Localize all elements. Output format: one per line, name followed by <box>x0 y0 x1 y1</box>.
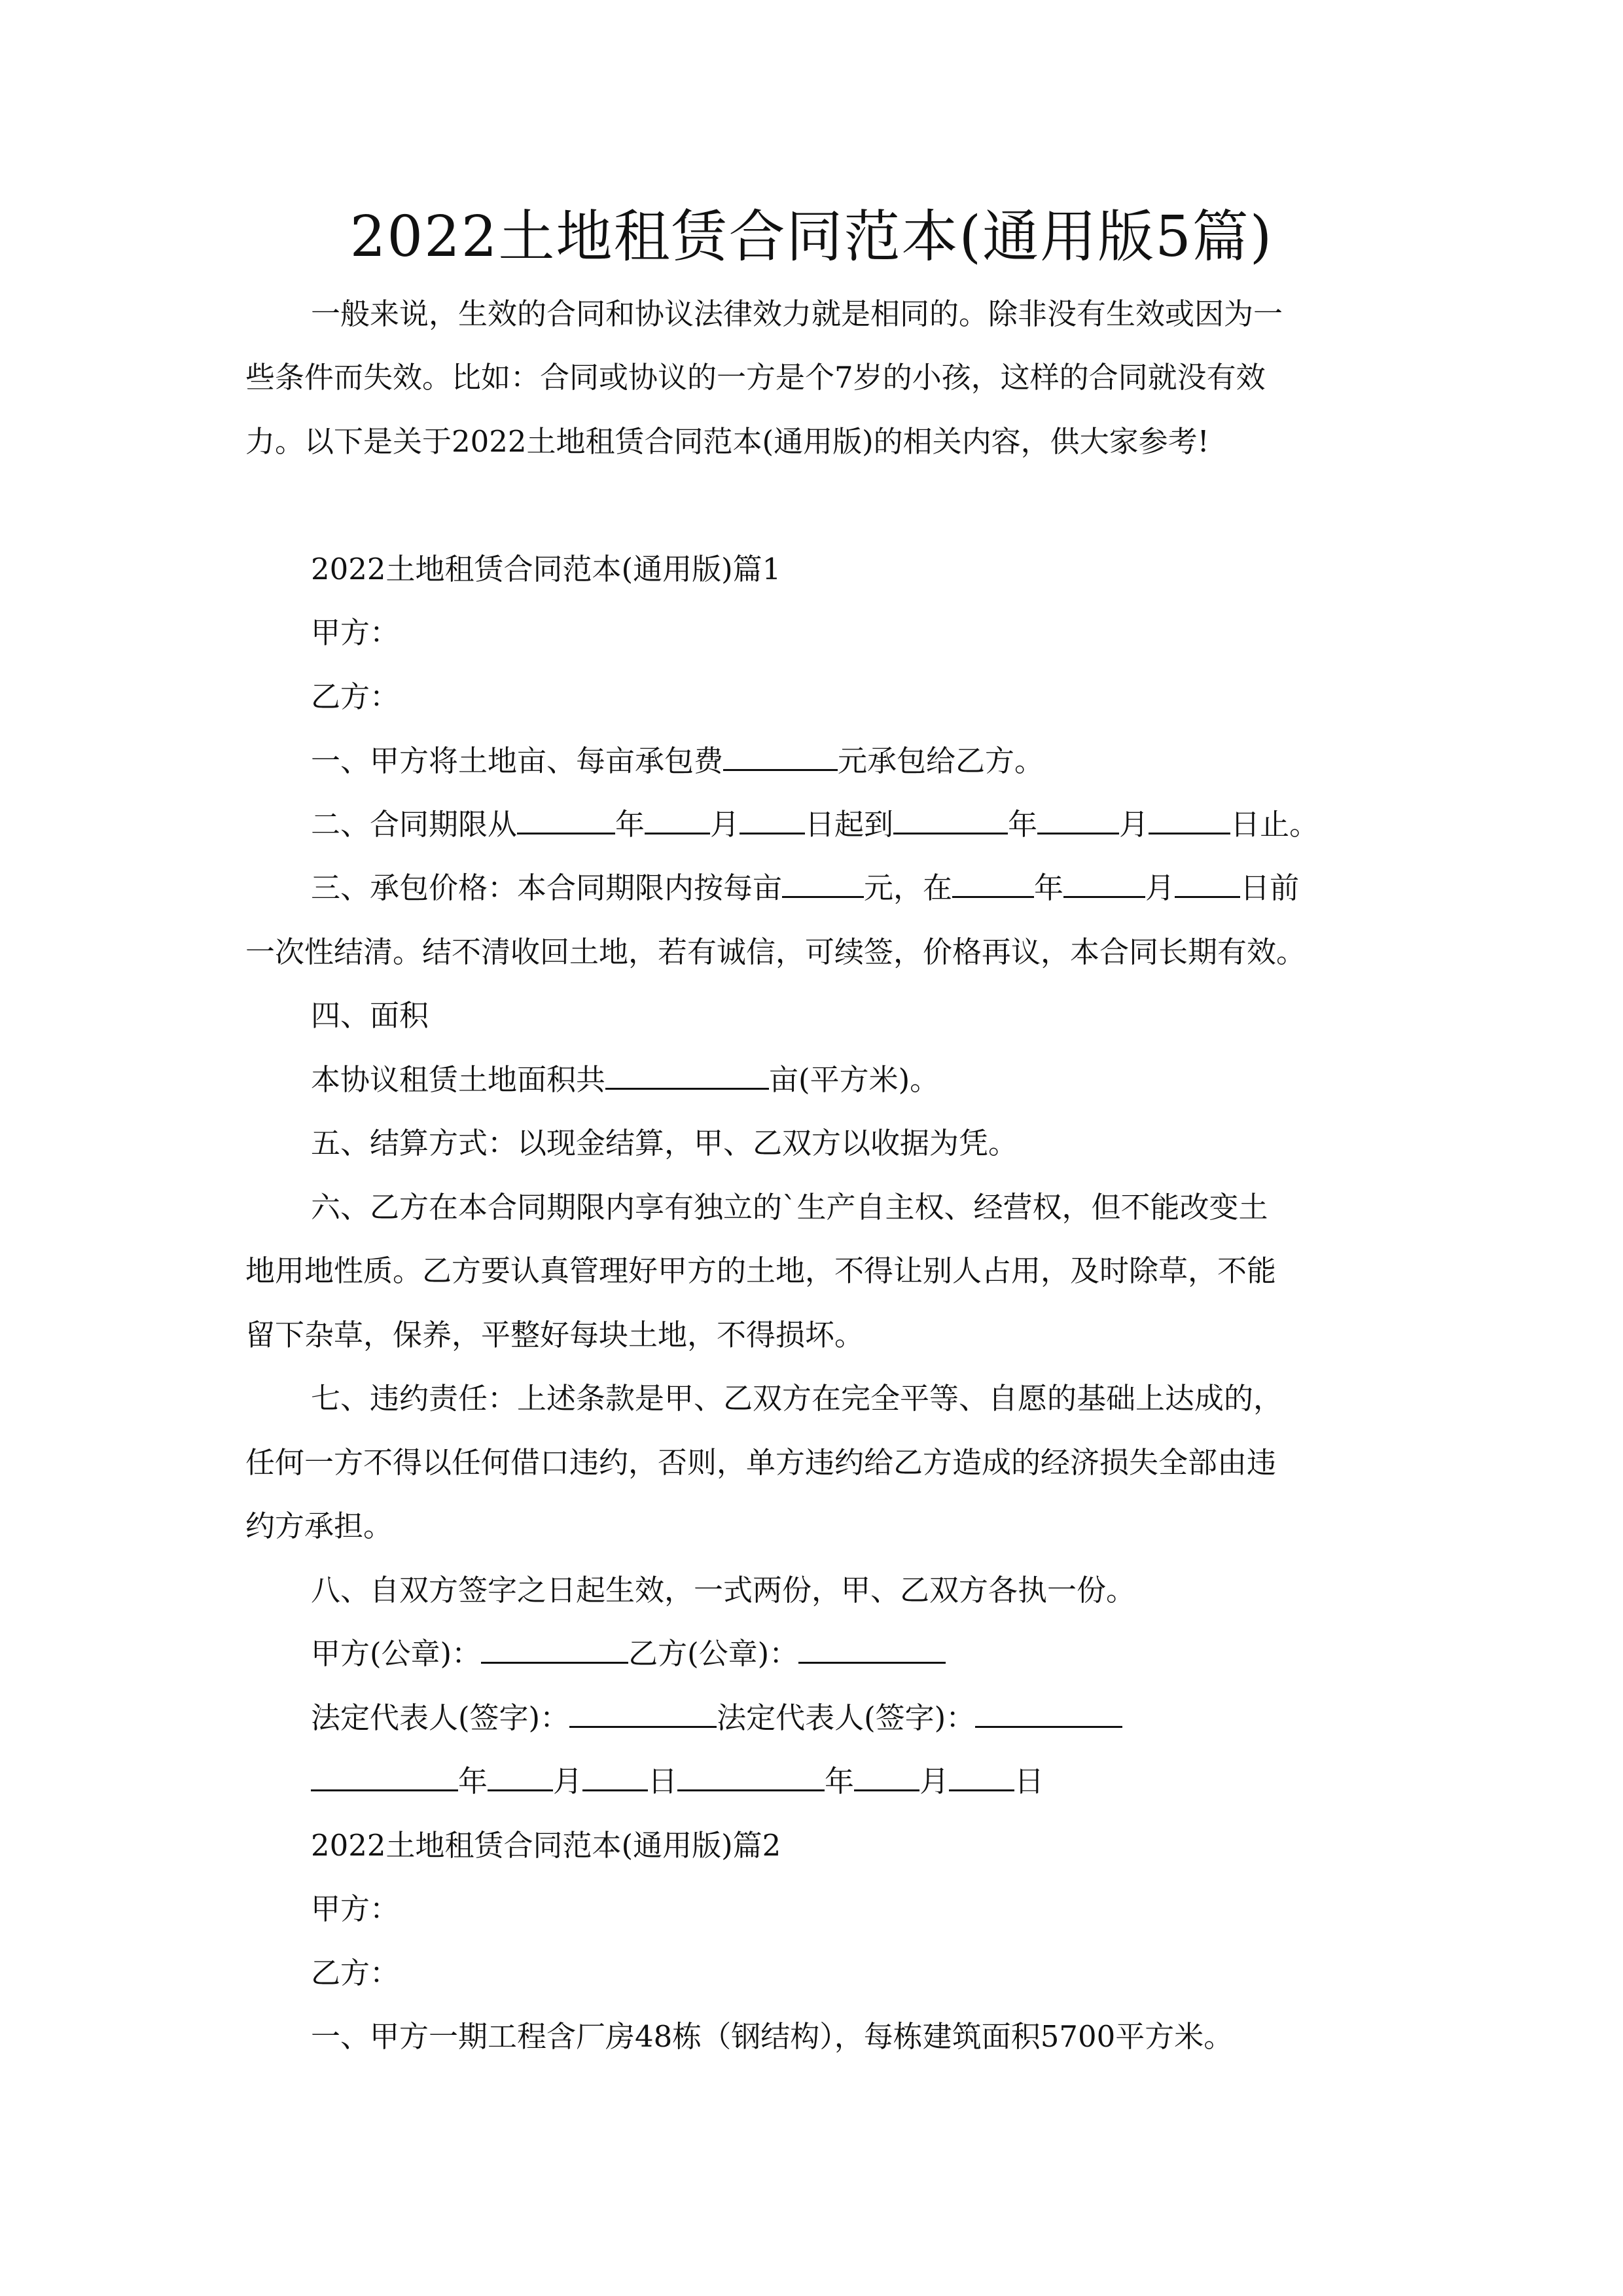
blank-field <box>1037 804 1119 834</box>
clause-3-yuan: 元，在 <box>864 870 953 905</box>
blank-field <box>605 1059 769 1090</box>
clause-2-text: 二、合同期限从 <box>311 807 518 842</box>
blank-field <box>893 804 1008 834</box>
clause-5: 五、结算方式：以现金结算，甲、乙双方以收据为凭。 <box>311 1126 1018 1160</box>
section2-party-a: 甲方： <box>311 1892 400 1926</box>
blank-field <box>569 1697 717 1728</box>
clause-4-body <box>311 1057 1397 1103</box>
blank-field <box>723 740 838 771</box>
date-day-a: 日 <box>648 1764 678 1799</box>
clause-4-text: 本协议租赁土地面积共 <box>311 1062 606 1097</box>
clause-4-title: 四、面积 <box>311 998 429 1033</box>
date-year-a: 年 <box>458 1764 488 1799</box>
clause-2-day-end: 日止。 <box>1230 807 1319 842</box>
clause-7-line-1: 七、违约责任：上述条款是甲、乙双方在完全平等、自愿的基础上达成的， <box>311 1381 1283 1416</box>
clause-7-line-3: 约方承担。 <box>245 1509 393 1543</box>
blank-field <box>1063 867 1145 898</box>
blank-field <box>677 1761 825 1791</box>
blank-field <box>517 804 615 834</box>
date-line <box>311 1759 1397 1804</box>
section2-clause-1: 一、甲方一期工程含厂房48栋（钢结构），每栋建筑面积5700平方米。 <box>311 2019 1234 2054</box>
clause-1-text-end: 元承包给乙方。 <box>838 744 1044 778</box>
clause-7-line-2: 任何一方不得以任何借口违约，否则，单方违约给乙方造成的经济损失全部由违 <box>245 1445 1277 1480</box>
clause-8: 八、自双方签字之日起生效，一式两份，甲、乙双方各执一份。 <box>311 1573 1136 1607</box>
intro-line-2: 些条件而失效。比如：合同或协议的一方是个7岁的小孩，这样的合同就没有效 <box>245 360 1266 395</box>
section1-party-b: 乙方： <box>311 679 400 714</box>
blank-field <box>582 1761 648 1791</box>
clause-3-line-2: 一次性结清。结不清收回土地，若有诚信，可续签，价格再议，本合同长期有效。 <box>245 935 1306 969</box>
blank-field <box>798 1633 946 1664</box>
clause-4-unit: 亩(平方米)。 <box>769 1062 940 1097</box>
clause-3-day: 日前 <box>1240 870 1300 905</box>
clause-2-year: 年 <box>615 807 645 842</box>
clause-3-text: 三、承包价格：本合同期限内按每亩 <box>311 870 783 905</box>
clause-6-line-3: 留下杂草，保养，平整好每块土地，不得损坏。 <box>245 1318 865 1352</box>
intro-line-1: 一般来说，生效的合同和协议法律效力就是相同的。除非没有生效或因为一 <box>311 296 1283 331</box>
clause-2-year-end: 年 <box>1008 807 1038 842</box>
section2-heading: 2022土地租赁合同范本(通用版)篇2 <box>311 1828 781 1863</box>
blank-field <box>481 1633 628 1664</box>
blank-field <box>311 1761 458 1791</box>
document-title: 2022土地租赁合同范本(通用版5篇) <box>349 204 1274 270</box>
blank-field <box>782 867 864 898</box>
blank-field <box>952 867 1034 898</box>
blank-field <box>488 1761 553 1791</box>
clause-6-line-2: 地用地性质。乙方要认真管理好甲方的土地，不得让别人占用，及时除草，不能 <box>245 1253 1277 1288</box>
blank-field <box>1175 867 1240 898</box>
clause-2-month-end: 月 <box>1119 807 1149 842</box>
section1-heading: 2022土地租赁合同范本(通用版)篇1 <box>311 552 781 586</box>
clause-3-year: 年 <box>1034 870 1064 905</box>
blank-field <box>975 1697 1122 1728</box>
date-year-b: 年 <box>825 1764 855 1799</box>
clause-1 <box>311 738 1397 784</box>
seal-line <box>311 1631 1397 1677</box>
section1-party-a: 甲方： <box>311 615 400 650</box>
clause-3-month: 月 <box>1145 870 1175 905</box>
clause-2-month: 月 <box>710 807 740 842</box>
blank-field <box>854 1761 919 1791</box>
date-month-b: 月 <box>919 1764 950 1799</box>
intro-line-3: 力。以下是关于2022土地租赁合同范本(通用版)的相关内容，供大家参考! <box>245 424 1209 459</box>
blank-field <box>949 1761 1014 1791</box>
clause-2 <box>311 802 1397 848</box>
clause-2-day-start: 日起到 <box>805 807 894 842</box>
party-b-rep-label: 法定代表人(签字)： <box>717 1700 976 1735</box>
date-month-a: 月 <box>553 1764 583 1799</box>
clause-3-line-1 <box>311 865 1397 911</box>
party-a-rep-label: 法定代表人(签字)： <box>311 1700 570 1735</box>
date-day-b: 日 <box>1014 1764 1044 1799</box>
section2-party-b: 乙方： <box>311 1956 400 1990</box>
party-b-seal-label: 乙方(公章)： <box>628 1636 799 1671</box>
blank-field <box>1149 804 1230 834</box>
clause-1-text: 一、甲方将土地亩、每亩承包费 <box>311 744 724 778</box>
party-a-seal-label: 甲方(公章)： <box>311 1636 482 1671</box>
blank-field <box>740 804 805 834</box>
representative-line <box>311 1695 1397 1741</box>
clause-6-line-1: 六、乙方在本合同期限内享有独立的`生产自主权、经营权，但不能改变土 <box>311 1190 1268 1225</box>
blank-field <box>645 804 710 834</box>
